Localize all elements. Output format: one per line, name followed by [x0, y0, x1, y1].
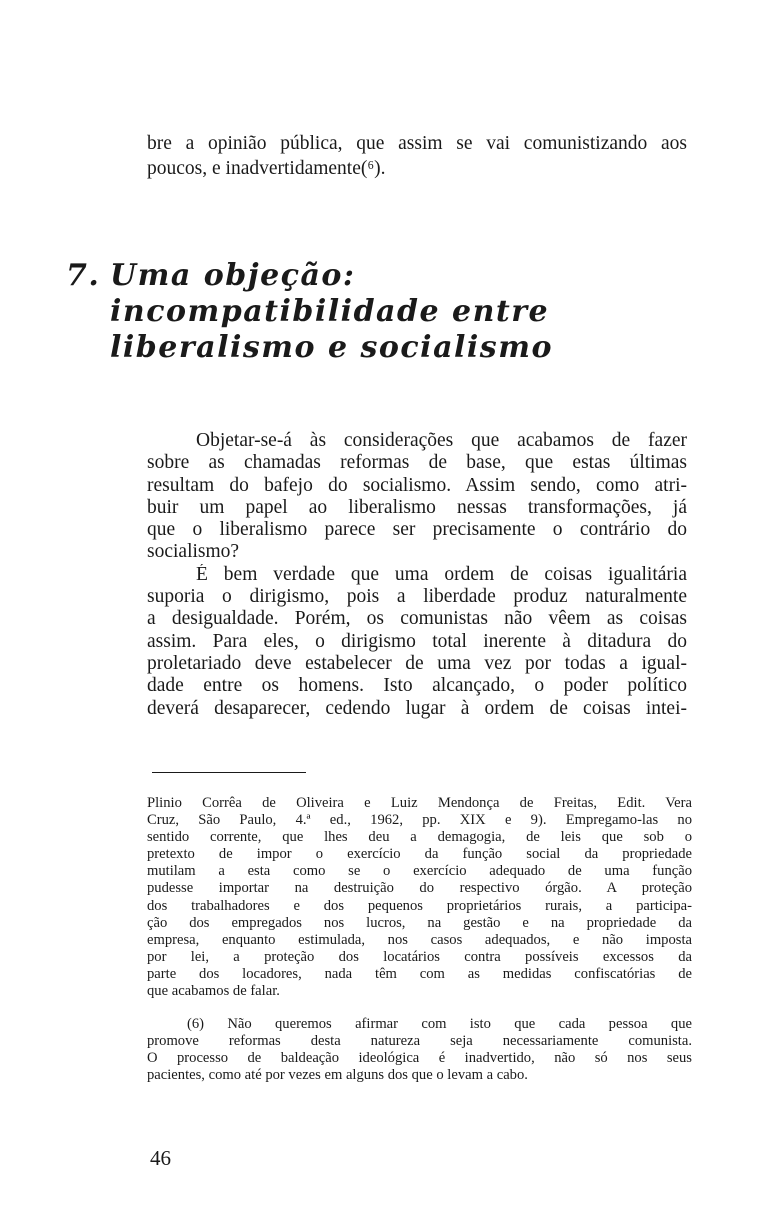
footnote-line: parte dos locadores, nada têm com as medidas confiscatórias de: [147, 965, 692, 982]
section-number: 7.: [66, 258, 101, 293]
body-text: [147, 430, 687, 720]
text-line: dade entre os homens. Isto alcançado, o poder político: [147, 675, 687, 697]
section-title-line: liberalismo e socialismo: [110, 330, 553, 365]
footnote-line: que acabamos de falar.: [147, 983, 280, 1000]
footnote-line: mutilam a esta como se o exercício adequado de uma função: [147, 863, 692, 880]
footnotes: [147, 795, 692, 1085]
text-line: resultam do bafejo do socialismo. Assim sendo, como atri-: [147, 474, 687, 496]
text-line: buir um papel ao liberalismo nessas transformações, já: [147, 496, 687, 518]
footnote-line: Cruz, São Paulo, 4.ª ed., 1962, pp. XIX e 9). Empregamo-las no: [147, 812, 692, 829]
footnote-line: promove reformas desta natureza seja necessariamente comunista.: [147, 1033, 692, 1050]
footnote-continuation: [147, 795, 692, 1000]
text-line: socialismo?: [147, 541, 240, 563]
text-line: deverá desaparecer, cedendo lugar à ordem de coisas intei-: [147, 697, 687, 719]
heading-line: [66, 258, 586, 294]
intro-paragraph: [147, 131, 687, 181]
body-paragraph: [147, 430, 687, 564]
text-line: suporia o dirigismo, pois a liberdade produz naturalmente: [147, 586, 687, 608]
body-paragraph: [147, 564, 687, 720]
text-line: assim. Para eles, o dirigismo total inerente à ditadura do: [147, 630, 687, 652]
footnote-line: Plinio Corrêa de Oliveira e Luiz Mendonça de Freitas, Edit. Vera: [147, 795, 692, 811]
footnote-line: sentido corrente, que lhes deu a demagogia, de leis que sob o: [147, 829, 692, 846]
text-line: poucos, e inadvertidamente(⁶).: [147, 158, 386, 179]
page-number: 46: [150, 1146, 171, 1170]
footnote-line: pacientes, como até por vezes em alguns dos que o levam a cabo.: [147, 1067, 528, 1084]
footnote-line: (6) Não queremos afirmar com isto que cada pessoa que: [187, 1016, 692, 1033]
footnote-6: [147, 1016, 692, 1084]
text-line: a desigualdade. Porém, os comunistas não vêem as coisas: [147, 608, 687, 630]
footnote-line: pudesse importar na destruição do respectivo órgão. A proteção: [147, 880, 692, 897]
section-title-line: Uma objeção:: [110, 258, 356, 293]
section-title-line: incompatibilidade entre: [110, 294, 550, 329]
footnote-line: empresa, enquanto estimulada, nos casos adequados, e não imposta: [147, 931, 692, 948]
footnote-divider: [152, 772, 306, 773]
text-line: bre a opinião pública, que assim se vai comunistizando aos: [147, 133, 687, 154]
text-line: É bem verdade que uma ordem de coisas igualitária: [196, 563, 687, 585]
footnote-line: ção dos empregados nos lucros, na gestão e na propriedade da: [147, 914, 692, 931]
footnote-line: dos trabalhadores e dos pequenos proprietários rurais, a participa-: [147, 897, 692, 914]
text-line: Objetar-se-á às considerações que acabamos de fazer: [196, 430, 687, 451]
footnote-line: por lei, a proteção dos locatários contra possíveis excessos da: [147, 948, 692, 965]
footnote-line: O processo de baldeação ideológica é inadvertido, não só nos seus: [147, 1050, 692, 1067]
text-line: que o liberalismo parece ser precisamente o contrário do: [147, 519, 687, 541]
section-heading: [66, 258, 586, 366]
text-line: sobre as chamadas reformas de base, que estas últimas: [147, 452, 687, 474]
text-line: proletariado deve estabelecer de uma vez por todas a igual-: [147, 652, 687, 674]
footnote-line: pretexto de impor o exercício da função social da propriedade: [147, 846, 692, 863]
